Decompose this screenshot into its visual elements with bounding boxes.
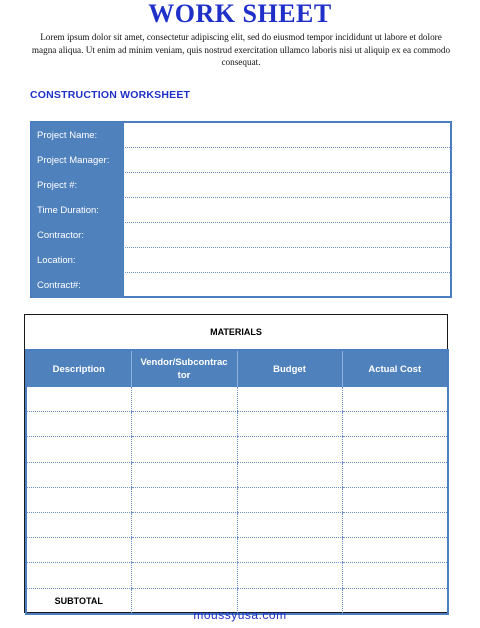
budget-cell[interactable]: [237, 538, 342, 563]
materials-table: [25, 349, 449, 615]
budget-cell[interactable]: [237, 412, 342, 437]
actual-cost-cell[interactable]: [342, 512, 448, 537]
location-field[interactable]: [123, 248, 450, 273]
intro-text: Lorem ipsum dolor sit amet, consectetur adipiscing elit, sed do eiusmod tempor incididunt ut labore et dolore magna aliqua. Ut enim ad minim veniam, quis nostrud exercitation ullamco laboris nisi ut aliquip ex ea commodo consequat.: [31, 32, 451, 68]
column-header-budget: Budget: [237, 350, 342, 387]
vendor-cell[interactable]: [131, 487, 237, 512]
actual-cost-cell[interactable]: [342, 487, 448, 512]
actual-cost-cell[interactable]: [342, 563, 448, 588]
budget-cell[interactable]: [237, 437, 342, 462]
column-header-vendor: Vendor/Subcontrac tor: [131, 350, 237, 387]
vendor-cell[interactable]: [131, 512, 237, 537]
info-label: Project Manager:: [32, 148, 123, 173]
materials-title: MATERIALS: [210, 327, 262, 337]
description-cell[interactable]: [26, 563, 131, 588]
vendor-cell[interactable]: [131, 462, 237, 487]
info-label: Project Name:: [32, 123, 123, 148]
actual-cost-cell[interactable]: [342, 462, 448, 487]
description-cell[interactable]: [26, 538, 131, 563]
project-manager-field[interactable]: [123, 148, 450, 173]
table-row: [26, 412, 448, 437]
description-cell[interactable]: [26, 487, 131, 512]
vendor-cell[interactable]: [131, 538, 237, 563]
budget-cell[interactable]: [237, 487, 342, 512]
info-row-project-number: [32, 173, 450, 198]
info-label: Time Duration:: [32, 198, 123, 223]
info-row-contractor: [32, 223, 450, 248]
description-cell[interactable]: [26, 387, 131, 412]
vendor-cell[interactable]: [131, 437, 237, 462]
vendor-cell[interactable]: [131, 412, 237, 437]
actual-cost-cell[interactable]: [342, 412, 448, 437]
actual-cost-cell[interactable]: [342, 437, 448, 462]
info-label: Project #:: [32, 173, 123, 198]
table-row: [26, 487, 448, 512]
info-row-project-name: [32, 123, 450, 148]
materials-header-row: [26, 350, 448, 387]
info-row-project-manager: [32, 148, 450, 173]
time-duration-field[interactable]: [123, 198, 450, 223]
description-cell[interactable]: [26, 512, 131, 537]
watermark: moussyusa.com: [193, 608, 287, 622]
table-row: [26, 512, 448, 537]
table-row: [26, 437, 448, 462]
actual-cost-cell[interactable]: [342, 387, 448, 412]
section-heading: CONSTRUCTION WORKSHEET: [30, 89, 191, 101]
table-row: [26, 462, 448, 487]
description-cell[interactable]: [26, 437, 131, 462]
info-label: Contract#:: [32, 273, 123, 298]
info-label: Contractor:: [32, 223, 123, 248]
contract-number-field[interactable]: [123, 273, 450, 298]
materials-section: [24, 314, 448, 613]
info-row-time-duration: [32, 198, 450, 223]
column-header-description: Description: [26, 350, 131, 387]
page-title: WORK SHEET: [148, 0, 332, 28]
table-row: [26, 538, 448, 563]
table-row: [26, 387, 448, 412]
actual-cost-cell[interactable]: [342, 538, 448, 563]
table-row: [26, 563, 448, 588]
project-number-field[interactable]: [123, 173, 450, 198]
contractor-field[interactable]: [123, 223, 450, 248]
column-header-actual-cost: Actual Cost: [342, 350, 448, 387]
budget-cell[interactable]: [237, 563, 342, 588]
info-row-location: [32, 248, 450, 273]
budget-cell[interactable]: [237, 462, 342, 487]
project-name-field[interactable]: [123, 123, 450, 148]
budget-cell[interactable]: [237, 387, 342, 412]
vendor-cell[interactable]: [131, 387, 237, 412]
vendor-cell[interactable]: [131, 563, 237, 588]
info-row-contract-number: [32, 273, 450, 298]
description-cell[interactable]: [26, 462, 131, 487]
project-info-table: [30, 121, 452, 298]
description-cell[interactable]: [26, 412, 131, 437]
subtotal-label: SUBTOTAL: [54, 595, 103, 606]
info-label: Location:: [32, 248, 123, 273]
budget-cell[interactable]: [237, 512, 342, 537]
